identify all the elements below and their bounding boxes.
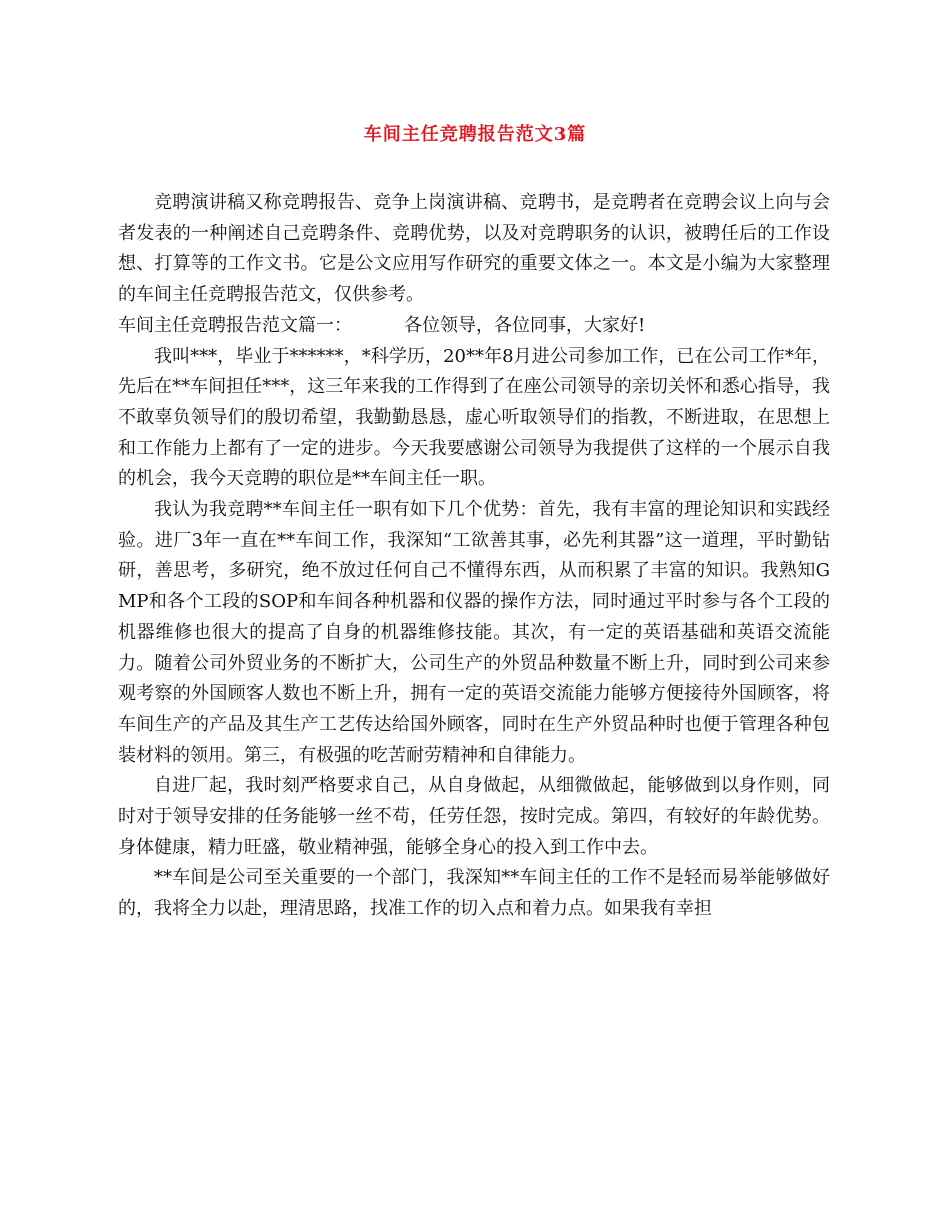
- body-paragraph: 我叫***，毕业于******，*科学历，20**年8月进公司参加工作，已在公司工作*年，先后在**车间担任***，这三年来我的工作得到了在座公司领导的亲切关怀和悉心指导，我不敢辜负领导们的殷切希望，我勤勤恳恳，虚心听取领导们的指教，不断进取，在思想上和工作能力上都有了一定的进步。今天我要感谢公司领导为我提供了这样的一个展示自我的机会，我今天竞聘的职位是**车间主任一职。: [118, 345, 830, 490]
- document-body: [118, 188, 830, 925]
- intro-paragraph: 竞聘演讲稿又称竞聘报告、竞争上岗演讲稿、竞聘书，是竞聘者在竞聘会议上向与会者发表的一种阐述自己竞聘条件、竞聘优势，以及对竞聘职务的认识，被聘任后的工作设想、打算等的工作文书。它是公文应用写作研究的重要文体之一。本文是小编为大家整理的车间主任竞聘报告范文，仅供参考。: [118, 192, 830, 306]
- section-heading-line: [118, 311, 830, 342]
- body-paragraph: 自进厂起，我时刻严格要求自己，从自身做起，从细微做起，能够做到以身作则，同时对于领导安排的任务能够一丝不苟，任劳任怨，按时完成。第四，有较好的年龄优势。身体健康，精力旺盛，敬业精神强，能够全身心的投入到工作中去。: [118, 775, 830, 858]
- body-paragraph: **车间是公司至关重要的一个部门，我深知**车间主任的工作不是轻而易举能够做好的，我将全力以赴，理清思路，找准工作的切入点和着力点。如果我有幸担: [118, 867, 830, 920]
- greeting: 各位领导，各位同事，大家好!: [404, 314, 646, 336]
- section-heading: 车间主任竞聘报告范文篇一：: [118, 314, 352, 336]
- document-title: 车间主任竞聘报告范文3篇: [363, 124, 587, 145]
- body-paragraph: 我认为我竞聘**车间主任一职有如下几个优势：首先，我有丰富的理论知识和实践经验。进厂3年一直在**车间工作，我深知“工欲善其事，必先利其器”这一道理，平时勤钻研，善思考，多研究，绝不放过任何自己不懂得东西，从而积累了丰富的知识。我熟知GMP和各个工段的SOP和车间各种机器和仪器的操作方法，同时通过平时参与各个工段的机器维修也很大的提高了自身的机器维修技能。其次，有一定的英语基础和英语交流能力。随着公司外贸业务的不断扩大，公司生产的外贸品种数量不断上升，同时到公司来参观考察的外国顾客人数也不断上升，拥有一定的英语交流能力能够方便接待外国顾客，将车间生产的产品及其生产工艺传达给国外顾客，同时在生产外贸品种时也便于管理各种包装材料的领用。第三，有极强的吃苦耐劳精神和自律能力。: [118, 499, 830, 766]
